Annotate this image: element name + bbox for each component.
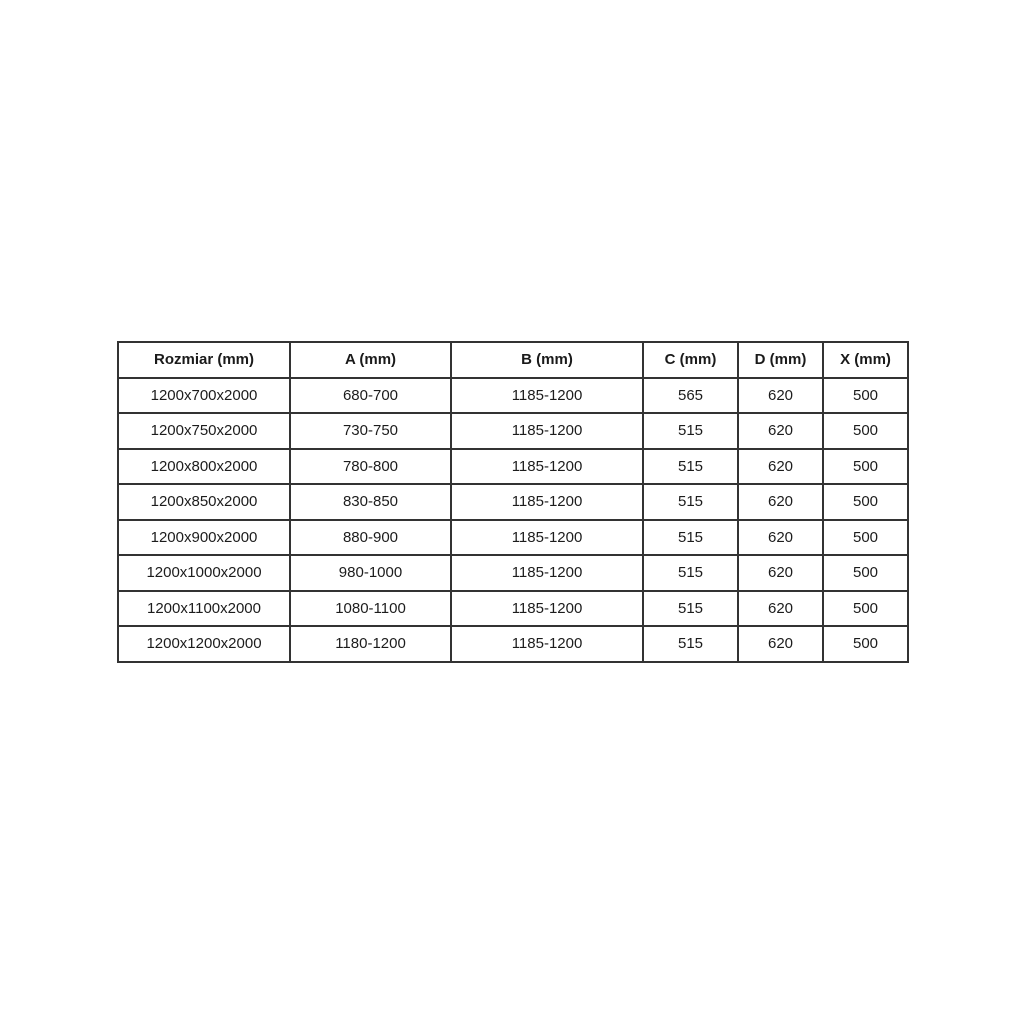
table-cell: 500 — [823, 591, 908, 627]
table-cell: 515 — [643, 591, 738, 627]
table-cell: 515 — [643, 484, 738, 520]
table-cell: 830-850 — [290, 484, 451, 520]
table-cell: 515 — [643, 413, 738, 449]
table-row — [118, 591, 908, 627]
table-cell: 1185-1200 — [451, 484, 643, 520]
table-cell: 1080-1100 — [290, 591, 451, 627]
header-cell: A (mm) — [290, 342, 451, 378]
table-row — [118, 520, 908, 556]
table-row — [118, 484, 908, 520]
header-cell: Rozmiar (mm) — [118, 342, 290, 378]
table-cell: 1185-1200 — [451, 520, 643, 556]
table-cell: 1200x1000x2000 — [118, 555, 290, 591]
table-cell: 1185-1200 — [451, 378, 643, 414]
table-header-row — [118, 342, 908, 378]
table-cell: 515 — [643, 520, 738, 556]
table-cell: 780-800 — [290, 449, 451, 485]
table-cell: 515 — [643, 555, 738, 591]
table-row — [118, 449, 908, 485]
table-cell: 500 — [823, 449, 908, 485]
table-cell: 730-750 — [290, 413, 451, 449]
table-cell: 500 — [823, 378, 908, 414]
table-cell: 980-1000 — [290, 555, 451, 591]
table-body — [118, 378, 908, 662]
table-row — [118, 378, 908, 414]
table-cell: 1200x1200x2000 — [118, 626, 290, 662]
table-cell: 620 — [738, 520, 823, 556]
header-cell: C (mm) — [643, 342, 738, 378]
table-cell: 1200x1100x2000 — [118, 591, 290, 627]
table-cell: 515 — [643, 626, 738, 662]
table-cell: 500 — [823, 520, 908, 556]
table-cell: 1200x800x2000 — [118, 449, 290, 485]
table-cell: 1200x750x2000 — [118, 413, 290, 449]
table-cell: 880-900 — [290, 520, 451, 556]
table-cell: 620 — [738, 378, 823, 414]
table-cell: 515 — [643, 449, 738, 485]
table-cell: 620 — [738, 626, 823, 662]
header-cell: X (mm) — [823, 342, 908, 378]
table-cell: 1185-1200 — [451, 449, 643, 485]
table-cell: 1200x700x2000 — [118, 378, 290, 414]
table-cell: 1185-1200 — [451, 591, 643, 627]
table-cell: 620 — [738, 484, 823, 520]
table-row — [118, 555, 908, 591]
table-cell: 500 — [823, 413, 908, 449]
header-cell: B (mm) — [451, 342, 643, 378]
table-cell: 680-700 — [290, 378, 451, 414]
table-cell: 620 — [738, 555, 823, 591]
table-cell: 1200x850x2000 — [118, 484, 290, 520]
table-cell: 500 — [823, 626, 908, 662]
table-row — [118, 413, 908, 449]
table-row — [118, 626, 908, 662]
table-cell: 1180-1200 — [290, 626, 451, 662]
header-cell: D (mm) — [738, 342, 823, 378]
table-cell: 565 — [643, 378, 738, 414]
table-cell: 500 — [823, 555, 908, 591]
table-cell: 500 — [823, 484, 908, 520]
table-cell: 1185-1200 — [451, 626, 643, 662]
table-cell: 620 — [738, 591, 823, 627]
table-cell: 1200x900x2000 — [118, 520, 290, 556]
table-cell: 620 — [738, 413, 823, 449]
table-cell: 1185-1200 — [451, 555, 643, 591]
table-cell: 620 — [738, 449, 823, 485]
table-cell: 1185-1200 — [451, 413, 643, 449]
size-spec-table — [117, 341, 909, 663]
